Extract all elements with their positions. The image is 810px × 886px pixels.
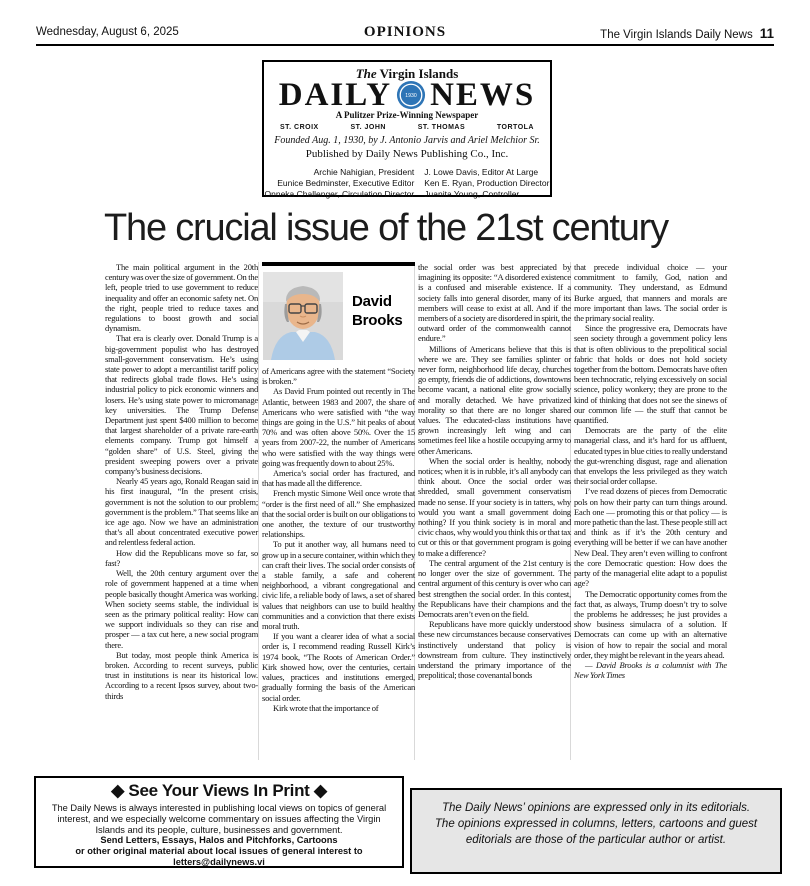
- masthead-title: [264, 77, 550, 113]
- masthead-published-line: Published by Daily News Publishing Co., Inc.: [305, 148, 509, 160]
- article-paragraph: The central argument of the 21st century is no longer over the size of government. The central argument of this century is over who can best strengthen the social order. In this contest, the Republicans have their champions and the Democrats aren’t even on the field.: [418, 557, 571, 619]
- masthead-cities: [264, 124, 550, 131]
- staff-member: Onneka Challenger, Circulation Director: [264, 189, 415, 199]
- views-box-send-line: Send Letters, Essays, Halos and Pitchforks, Cartoons: [100, 835, 338, 846]
- page-number: 11: [759, 26, 774, 41]
- article-paragraph: The Democratic opportunity comes from the fact that, as always, Trump doesn’t try to solve the problems he addresses; he just provides a show business simulacra of a solution. If Democrats can come up with an alternative vision of how to repair the social and moral order, they might be relevant in the years ahead.: [574, 588, 727, 660]
- masthead-box: [262, 60, 552, 197]
- views-box-email-line: or other original material about local issues of general interest to letters@dailynews.vi: [75, 846, 363, 867]
- article-paragraph: How did the Republicans move so far, so fast?: [105, 547, 258, 568]
- article-paragraph: That era is clearly over. Donald Trump is a big-government populist who has destroyed small-government conservatism. He’s using state power to adopt a mercantilist tariff policy that redirects global trade flows. He’s using industrial policy to pick economic winners and losers. He’s using state power to micromanage key universities. The Trump Defense Department just spent $400 million to become that largest shareholder of a private rare-earth elements company. Trump got himself a “golden share” of U.S. Steel, giving the president sweeping powers over a private company’s business decisions.: [105, 333, 258, 477]
- staff-column-left: [265, 167, 415, 200]
- svg-text:1930: 1930: [405, 93, 417, 100]
- article-paragraph: Since the progressive era, Democrats have seen society through a government policy lens that is often oblivious to the prepolitical social fabric that holds or does not hold society together from the bottom. Democrats have often been technocratic, relying excessively on social science, policy wonkery; they are prone to the kind of thinking that does not see the sinews of our common life — the stuff that cannot be quantified.: [574, 323, 727, 426]
- staff-member: Ken E. Ryan, Production Director: [424, 178, 550, 188]
- staff-member: Archie Nahigian, President: [313, 167, 415, 177]
- article-column-3: [418, 262, 571, 680]
- disclaimer-line-1: The Daily News’ opinions are expressed only in its editorials.: [441, 802, 751, 814]
- see-your-views-box: [34, 776, 404, 868]
- section-title: OPINIONS: [363, 24, 447, 40]
- page-date: Wednesday, August 6, 2025: [36, 26, 179, 38]
- article-paragraph: the social order was best appreciated by imagining its opposite: “A disordered existence is a confused and miserable existence. If a society falls into general disorder, many of its members will cease to exist at all. And if the members of a society are disordered in spirit, the outward order of the commonwealth cannot endure.”: [418, 262, 571, 344]
- city-st-croix: ST. CROIX: [280, 124, 319, 131]
- article-paragraph: French mystic Simone Weil once wrote that “order is the first need of all.” She emphasized that the social order is built on our obligations to one another, the texture of our trustworthy relationships.: [262, 488, 415, 540]
- article-column-2: [262, 262, 415, 713]
- article-headline: The crucial issue of the 21st century: [104, 207, 668, 249]
- article-paragraph: I’ve read dozens of pieces from Democratic pols on how their party can turn things around. Each one — promoting this or that policy — is more pathetic than the last. These people still act and think as if it’s the 20th century and everything will be better if we can have another New Deal. They aren’t even willing to confront the core Democratic question: How does the party of the managerial elite adapt to a populist age?: [574, 486, 727, 589]
- opinions-disclaimer-box: [410, 788, 782, 874]
- staff-member: Eunice Bedminster, Executive Editor: [277, 178, 415, 188]
- disclaimer-line-2: The opinions expressed in columns, letters, cartoons and guest editorials are those of the particular author or artist.: [434, 818, 758, 846]
- article-paragraph: — David Brooks is a columnist with The New York Times: [574, 659, 727, 681]
- author-photo: [263, 272, 343, 360]
- article-paragraph: Democrats are the party of the elite managerial class, and it’s hard for us affluent, educated types in blue cities to really understand the gut-wrenching disgust, rage and alienation that envelops the less privileged as they watch their social order collapse.: [574, 425, 727, 487]
- staff-member: Juanita Young, Controller: [424, 189, 520, 199]
- author-byline-box: [262, 262, 415, 360]
- article-column-1: [105, 262, 258, 701]
- article-paragraph: that precede individual choice — your commitment to family, God, nation and community. They understand, as Edmund Burke argued, that manners and morals are more important than laws. The social order is the primary social reality.: [574, 262, 727, 324]
- paper-name: The Virgin Islands Daily News: [600, 29, 753, 41]
- masthead-territory: The Virgin Islands: [355, 66, 459, 81]
- city-tortola: TORTOLA: [496, 124, 534, 131]
- article-column-4: [574, 262, 727, 680]
- paper-name-and-page: [600, 26, 774, 41]
- staff-member: J. Lowe Davis, Editor At Large: [424, 167, 539, 177]
- article-paragraph: Nearly 45 years ago, Ronald Reagan said in his first inaugural, “In the present crisis, government is not the solution to our problem; government is the problem.” That seems like an ice age ago. Now we have an administration that’s all about concentrated executive power and relentless federal action.: [105, 476, 258, 548]
- masthead-tagline: A Pulitzer Prize-Winning Newspaper: [335, 110, 479, 120]
- article-paragraph: America’s social order has fractured, and that has made all the difference.: [262, 468, 415, 489]
- masthead-staff: [264, 167, 550, 200]
- article-paragraph: To put it another way, all humans need to grow up in a secure container, within which they can craft their lives. The social order consists of a stable family, a safe and coherent neighborhood, a vibrant congregational and civic life, a reliable body of laws, a set of shared values that neighbors can use to build healthy communities and a conviction that there exists moral truth.: [262, 539, 415, 632]
- masthead-title-news: NEWS: [430, 77, 536, 113]
- article-paragraph: The main political argument in the 20th century was over the size of government. On the left, people tried to use government to reduce inequality and offer an economic safety net. On the right, people tried to reduce taxes and regulations to boost growth and social dynamism.: [105, 262, 258, 334]
- masthead-founded-line: Founded Aug. 1, 1930, by J. Antonio Jarvis and Ariel Melchior Sr.: [274, 135, 540, 146]
- city-st-thomas: ST. THOMAS: [417, 124, 466, 131]
- views-box-title: ◆ See Your Views In Print ◆: [111, 781, 327, 800]
- article-paragraph: Republicans have more quickly understood these new circumstances because conservatives instinctively understand that policy is downstream from culture. They instinctively understand the primary importance of the prepolitical; those covenantal bonds: [418, 619, 571, 681]
- views-box-body: The Daily News is always interested in publishing local views on topics of general interest, and we especially welcome commentary on issues affecting the Virgin Islands and its people, culture, businesses and government.: [51, 803, 387, 835]
- article-paragraph: But today, most people think America is broken. According to recent surveys, public trust in institutions is near its historical low. According to a recent Ipsos survey, about two-thirds: [105, 649, 258, 701]
- opinions-disclaimer-text: [430, 800, 762, 848]
- page-header: [36, 24, 774, 42]
- article-paragraph: of Americans agree with the statement “Society is broken.”: [262, 366, 415, 387]
- anniversary-seal-icon: [396, 80, 426, 110]
- masthead-title-daily: DAILY: [278, 77, 393, 113]
- article-paragraph: As David Frum pointed out recently in The Atlantic, between 1983 and 2007, the share of Americans who were satisfied with “the way things are going in the U.S.” hit peaks of about 70% and was often above 50%. Over the 15 years from 2007-22, the number of Americans who were satisfied with the way things were going was frequently down to about 25%.: [262, 386, 415, 468]
- article-column-2-text: [262, 366, 415, 713]
- article-paragraph: Well, the 20th century argument over the role of government happened at a time when people basically thought America was working. When society seems stable, the individual is seen as the primary political reality: How can we support individuals so they can rise and prosper — a tax cut here, a new social program there.: [105, 568, 258, 650]
- city-st-john: ST. JOHN: [350, 124, 386, 131]
- staff-column-right: [424, 167, 549, 200]
- header-rule: [36, 44, 774, 46]
- author-name: David Brooks: [352, 293, 403, 329]
- article-paragraph: Kirk wrote that the importance of: [273, 702, 379, 713]
- article-paragraph: Millions of Americans believe that this is where we are. They see families splinter or never form, neighborhood life decay, churches go empty, friends die of addictions, downtowns become vacant, a national elite grow socially and morally detached. We have privatized morality so that there are no longer shared values. The educated-class institutions have grown increasingly left wing and can sometimes feel like a hostile occupying army to other Americans.: [418, 343, 571, 456]
- article-paragraph: If you want a clearer idea of what a social order is, I recommend reading Russell Kirk’s 1974 book, “The Roots of American Order.” Kirk showed how, over the centuries, certain values, practices and institutions emerged, gradually forming the basis of the American social order.: [262, 631, 415, 703]
- column-rule: [258, 262, 259, 760]
- article-paragraph: When the social order is healthy, nobody notices; when it is in rubble, it’s all anybody can think about. Once the social order was shredded, small government conservatism made no sense. If your society is in tatters, why would you want a small government doing nothing? If you think society is in moral and civic chaos, why would you think this or that tax cut or this or that government program is going to make a difference?: [418, 455, 571, 558]
